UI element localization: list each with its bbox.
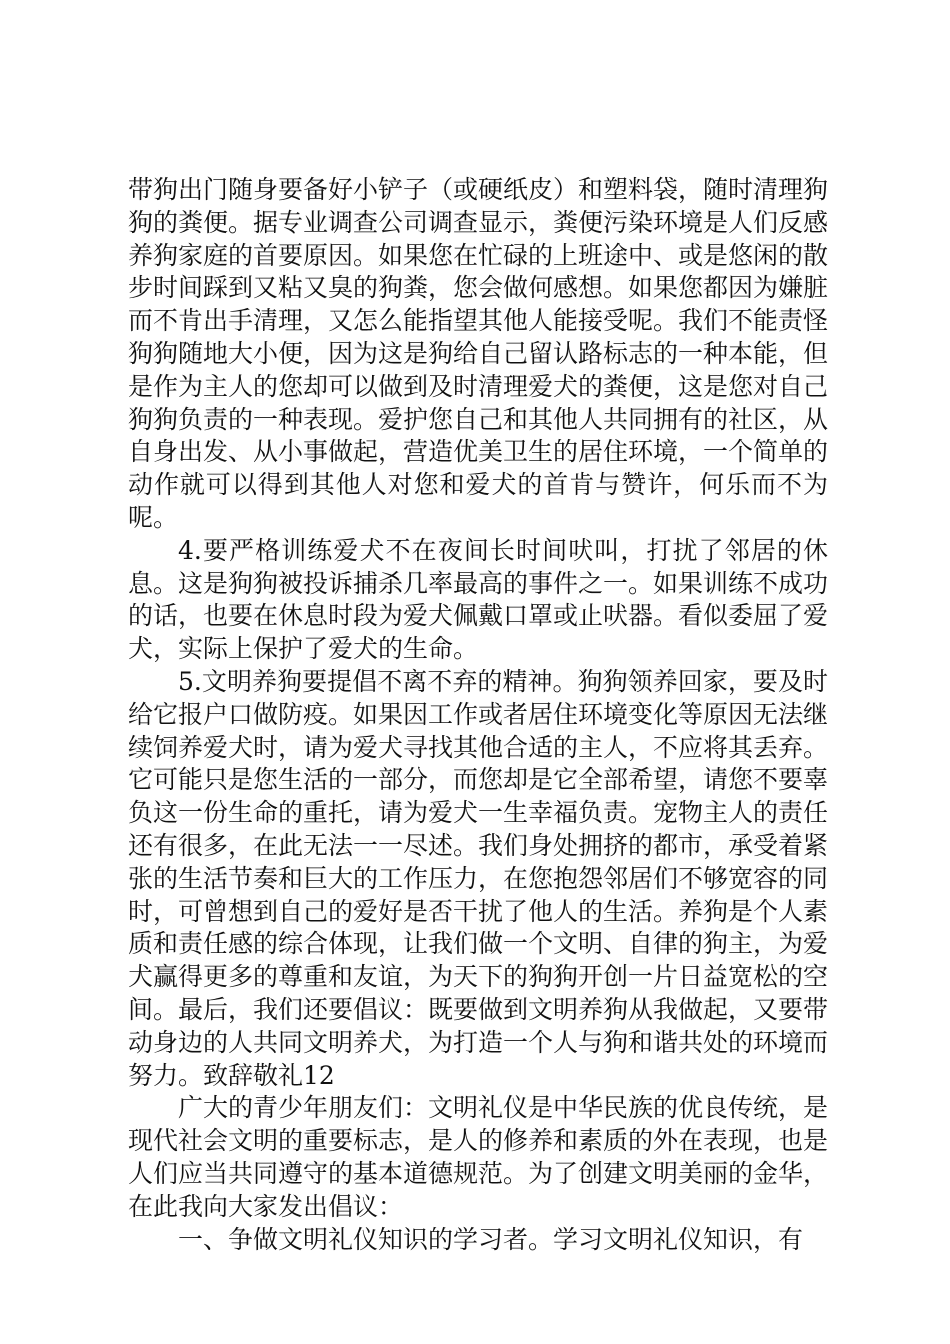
paragraph-dog-waste-cleanup: 带狗出门随身要备好小铲子（或硬纸皮）和塑料袋，随时清理狗狗的粪便。据专业调查公司调查显示，粪便污染环境是人们反感养狗家庭的首要原因。如果您在忙碌的上班途中、或是悠闲的散步时间踩到又粘又臭的狗粪，您会做何感想。如果您都因为嫌脏而不肯出手清理，又怎么能指望其他人能接受呢。我们不能责怪狗狗随地大小便，因为这是狗给自己留认路标志的一种本能，但是作为主人的您却可以做到及时清理爱犬的粪便，这是您对自己狗狗负责的一种表现。爱护您自己和其他人共同拥有的社区，从自身出发、从小事做起，营造优美卫生的居住环境，一个简单的动作就可以得到其他人对您和爱犬的首肯与赞许，何乐而不为呢。: [128, 175, 829, 532]
paragraph-point-one: 一、争做文明礼仪知识的学习者。学习文明礼仪知识，有: [178, 1224, 804, 1254]
paragraph-item-5-responsibility: 5.文明养狗要提倡不离不弃的精神。狗狗领养回家，要及时给它报户口做防疫。如果因工作或者居住环境变化等原因无法继续饲养爱犬时，请为爱犬寻找其他合适的主人，不应将其丢弃。它可能只是您生活的一部分，而您却是它全部希望，请您不要辜负这一份生命的重托，请为爱犬一生幸福负责。宠物主人的责任还有很多，在此无法一一尽述。我们身处拥挤的都市，承受着紧张的生活节奏和巨大的工作压力，在您抱怨邻居们不够宽容的同时，可曾想到自己的爱好是否干扰了他人的生活。养狗是个人素质和责任感的综合体现，让我们做一个文明、自律的狗主，为爱犬赢得更多的尊重和友谊，为天下的狗狗开创一片日益宽松的空间。最后，我们还要倡议：既要做到文明养狗从我做起，又要带动身边的人共同文明养犬，为打造一个人与狗和谐共处的环境而努力。致辞敬礼12: [128, 666, 829, 1090]
paragraph-etiquette-proposal: 广大的青少年朋友们：文明礼仪是中华民族的优良传统，是现代社会文明的重要标志，是人的修养和素质的外在表现，也是人们应当共同遵守的基本道德规范。为了创建文明美丽的金华，在此我向大家发出倡议：: [128, 1093, 829, 1221]
paragraph-item-4-barking: 4.要严格训练爱犬不在夜间长时间吠叫，打扰了邻居的休息。这是狗狗被投诉捕杀几率最高的事件之一。如果训练不成功的话，也要在休息时段为爱犬佩戴口罩或止吠器。看似委屈了爱犬，实际上保护了爱犬的生命。: [128, 535, 829, 664]
document-body: [128, 174, 828, 1256]
